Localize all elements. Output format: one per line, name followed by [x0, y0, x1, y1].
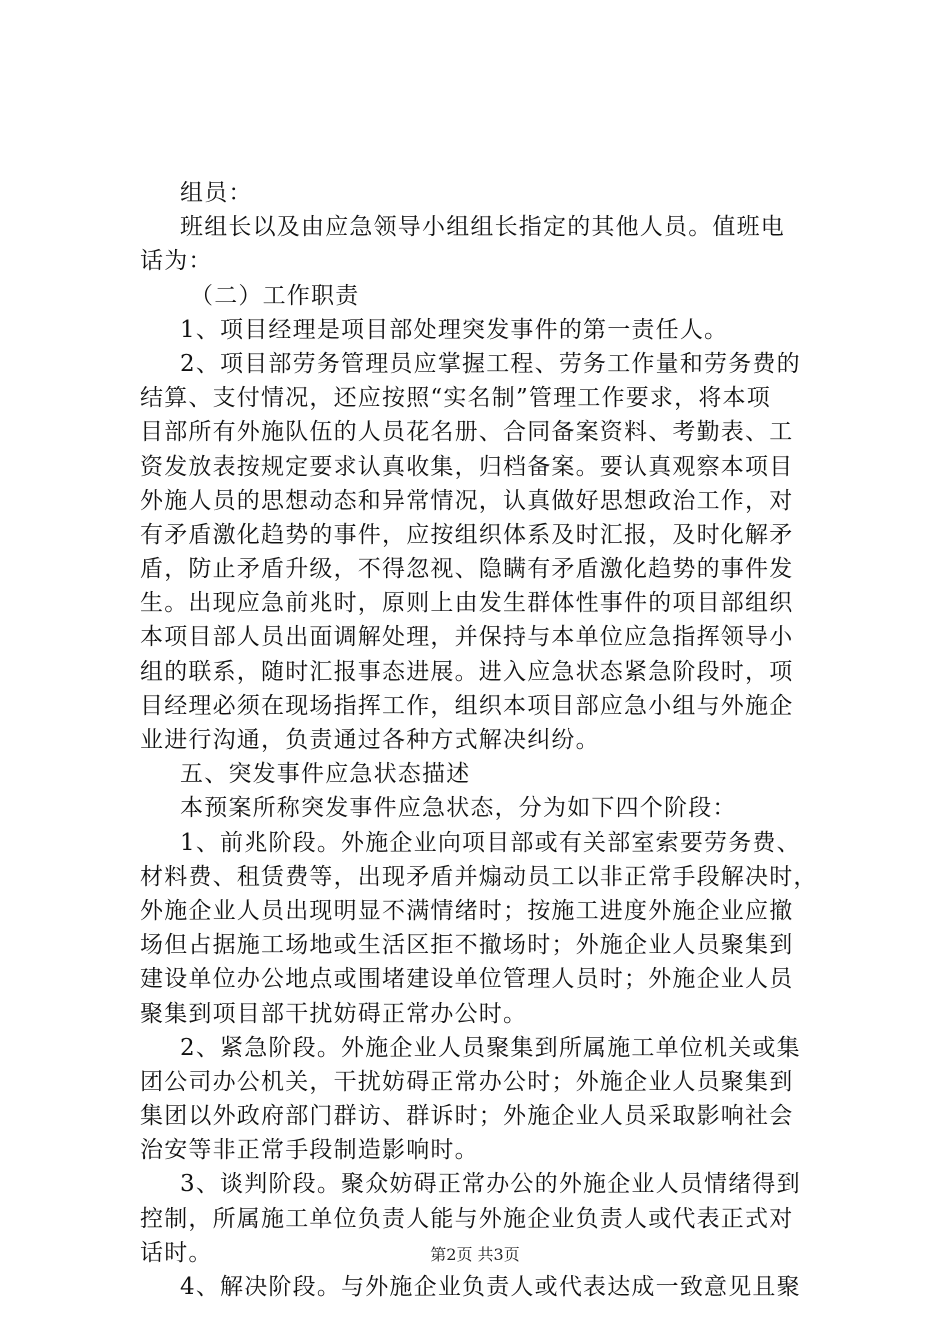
- text-line: 场但占据施工场地或生活区拒不撤场时；外施企业人员聚集到: [140, 932, 794, 959]
- text-line: 聚集到项目部干扰妨碍正常办公时。: [140, 1000, 528, 1027]
- text-line: 控制，所属施工单位负责人能与外施企业负责人或代表正式对: [140, 1205, 794, 1232]
- text-line: 业进行沟通，负责通过各种方式解决纠纷。: [140, 727, 600, 753]
- text-line: 班组长以及由应急领导小组组长指定的其他人员。值班电: [180, 214, 785, 241]
- text-line: 盾，防止矛盾升级，不得忽视、隐瞒有矛盾激化趋势的事件发: [140, 556, 794, 583]
- text-line: 建设单位办公地点或围堵建设单位管理人员时；外施企业人员: [140, 966, 794, 993]
- text-line: 外施企业人员出现明显不满情绪时；按施工进度外施企业应撤: [140, 897, 794, 924]
- text-line: 2、项目部劳务管理员应掌握工程、劳务工作量和劳务费的: [180, 350, 801, 377]
- text-line: 话为：: [140, 248, 213, 275]
- section-heading: （二）工作职责: [190, 282, 360, 309]
- section-heading: 五、突发事件应急状态描述: [180, 761, 471, 788]
- text-line: 1、前兆阶段。外施企业向项目部或有关部室索要劳务费、: [180, 829, 801, 856]
- text-line: 材料费、租赁费等，出现矛盾并煽动员工以非正常手段解决时，: [140, 863, 818, 890]
- page-footer: 第2页 共3页: [430, 1245, 520, 1264]
- text-line: 目部所有外施队伍的人员花名册、合同备案资料、考勤表、工: [140, 419, 794, 446]
- text-line: 团公司办公机关，干扰妨碍正常办公时；外施企业人员聚集到: [140, 1068, 794, 1095]
- text-line: 集团以外政府部门群访、群诉时；外施企业人员采取影响社会: [140, 1103, 794, 1130]
- text-line: 生。出现应急前兆时，原则上由发生群体性事件的项目部组织: [140, 590, 794, 617]
- text-line: 4、解决阶段。与外施企业负责人或代表达成一致意见且聚: [180, 1274, 801, 1300]
- text-line: 结算、支付情况，还应按照“实名制”管理工作要求，将本项: [140, 385, 771, 412]
- text-line: 组员：: [180, 180, 253, 206]
- text-line: 组的联系，随时汇报事态进展。进入应急状态紧急阶段时，项: [140, 658, 794, 685]
- text-line: 话时。: [140, 1239, 213, 1266]
- text-line: 外施人员的思想动态和异常情况，认真做好思想政治工作，对: [140, 487, 794, 514]
- text-line: 目经理必须在现场指挥工作，组织本项目部应急小组与外施企: [140, 692, 794, 719]
- document-body: [140, 176, 835, 1304]
- text-line: 2、紧急阶段。外施企业人员聚集到所属施工单位机关或集: [180, 1034, 801, 1061]
- text-line: 1、项目经理是项目部处理突发事件的第一责任人。: [180, 316, 729, 343]
- text-line: 本项目部人员出面调解处理，并保持与本单位应急指挥领导小: [140, 624, 794, 651]
- text-line: 有矛盾激化趋势的事件，应按组织体系及时汇报，及时化解矛: [140, 521, 794, 548]
- text-line: 3、谈判阶段。聚众妨碍正常办公的外施企业人员情绪得到: [180, 1171, 801, 1198]
- text-line: 资发放表按规定要求认真收集，归档备案。要认真观察本项目: [140, 453, 794, 480]
- text-line: 治安等非正常手段制造影响时。: [140, 1137, 479, 1164]
- text-line: 本预案所称突发事件应急状态，分为如下四个阶段：: [180, 795, 737, 822]
